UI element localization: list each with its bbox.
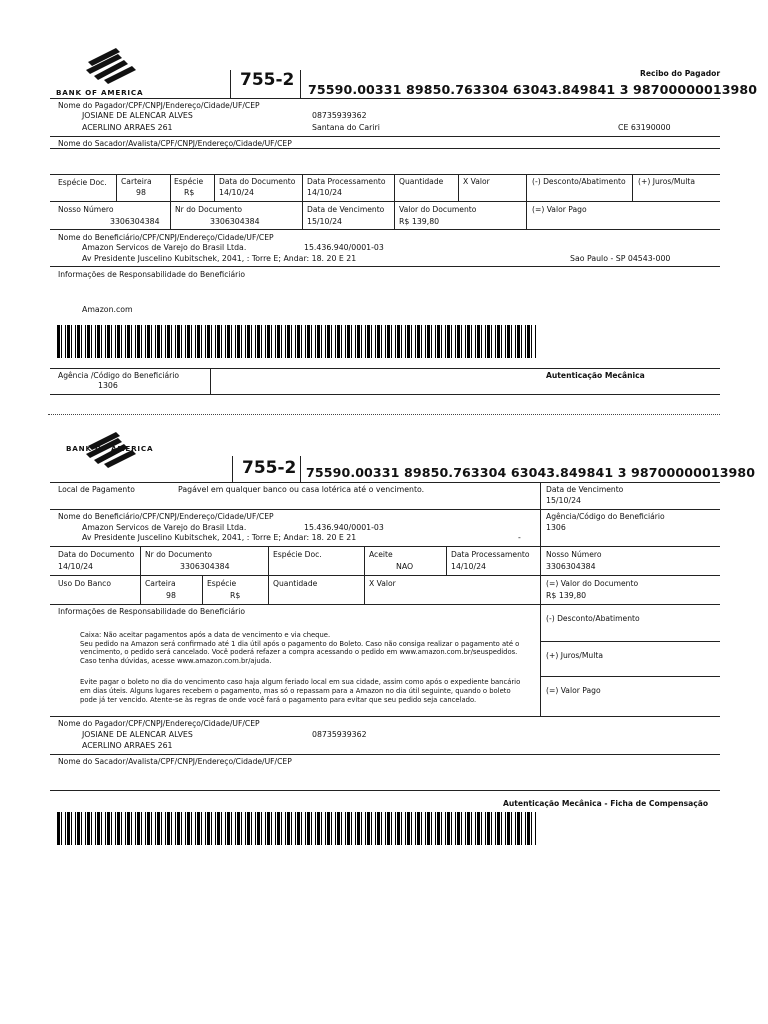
aceite-value: NAO bbox=[396, 562, 414, 571]
bank-code: 755-2 bbox=[242, 458, 297, 478]
juros-label: (+) Juros/Multa bbox=[546, 651, 603, 660]
beneficiary-cnpj: 15.436.940/0001-03 bbox=[304, 523, 384, 532]
slip-barcode bbox=[57, 812, 537, 845]
beneficiary-city: Sao Paulo - SP 04543-000 bbox=[570, 254, 671, 263]
desconto-label: (-) Desconto/Abatimento bbox=[532, 177, 626, 186]
authentication-label: Autenticação Mecânica bbox=[546, 371, 645, 380]
beneficiary-name: Amazon Servicos de Varejo do Brasil Ltda. bbox=[82, 523, 247, 532]
beneficiary-name: Amazon Servicos de Varejo do Brasil Ltda. bbox=[82, 243, 247, 252]
data-doc-value: 14/10/24 bbox=[219, 188, 255, 197]
local-value: Pagável em qualquer banco ou casa lotérica até o vencimento. bbox=[178, 485, 425, 494]
beneficiary-label: Nome do Beneficiário/CPF/CNPJ/Endereço/Cidade/UF/CEP bbox=[58, 512, 274, 521]
nosso-numero-label: Nosso Número bbox=[58, 205, 114, 214]
data-proc-label: Data Processamento bbox=[451, 550, 530, 559]
instruction-line: Evite pagar o boleto no dia do vencimento caso haja algum feriado local em sua cidade, assim como após o expediente bancário bbox=[80, 678, 521, 686]
payer-name: JOSIANE DE ALENCAR ALVES bbox=[82, 730, 193, 739]
payer-name: JOSIANE DE ALENCAR ALVES bbox=[82, 111, 193, 120]
desconto-label: (-) Desconto/Abatimento bbox=[546, 614, 640, 623]
nr-doc-value: 3306304384 bbox=[180, 562, 230, 571]
digitable-line: 75590.00331 89850.763304 63043.849841 3 98700000013980 bbox=[306, 465, 756, 480]
bank-name: BANK OF AMERICA bbox=[56, 88, 144, 97]
bank-code: 755-2 bbox=[240, 70, 295, 90]
especie-label: Espécie bbox=[174, 177, 204, 186]
instruction-line: em dias úteis. Alguns lugares recebem o pagamento, mas só o repassam para a Amazon no dia útil seguinte, quando o boleto bbox=[80, 687, 511, 695]
payer-doc: 08735939362 bbox=[312, 111, 367, 120]
instruction-line: Caso tenha dúvidas, acesse www.amazon.com.br/ajuda. bbox=[80, 657, 272, 665]
guarantor-label: Nome do Sacador/Avalista/CPF/CNPJ/Endereço/Cidade/UF/CEP bbox=[58, 757, 292, 766]
data-doc-value: 14/10/24 bbox=[58, 562, 94, 571]
vencimento-label: Data de Vencimento bbox=[307, 205, 385, 214]
valor-doc-label: (=) Valor do Documento bbox=[546, 579, 639, 588]
especie-value: R$ bbox=[230, 591, 241, 600]
data-proc-value: 14/10/24 bbox=[307, 188, 343, 197]
cut-line bbox=[48, 414, 720, 415]
nosso-numero-label: Nosso Número bbox=[546, 550, 602, 559]
valor-pago-label: (=) Valor Pago bbox=[532, 205, 587, 214]
vencimento-value: 15/10/24 bbox=[546, 496, 582, 505]
especie-value: R$ bbox=[184, 188, 195, 197]
responsibility-text: Amazon.com bbox=[82, 305, 133, 314]
agency-label: Agência/Código do Beneficiário bbox=[546, 512, 665, 521]
payer-address: ACERLINO ARRAES 261 bbox=[82, 123, 173, 132]
payer-address: ACERLINO ARRAES 261 bbox=[82, 741, 173, 750]
carteira-value: 98 bbox=[166, 591, 176, 600]
local-label: Local de Pagamento bbox=[58, 485, 135, 494]
especie-label: Espécie bbox=[207, 579, 237, 588]
nr-doc-label: Nr do Documento bbox=[175, 205, 243, 214]
payer-doc: 08735939362 bbox=[312, 730, 367, 739]
x-valor-label: X Valor bbox=[463, 177, 490, 186]
payer-label: Nome do Pagador/CPF/CNPJ/Endereço/Cidade/UF/CEP bbox=[58, 101, 260, 110]
beneficiary-label: Nome do Beneficiário/CPF/CNPJ/Endereço/Cidade/UF/CEP bbox=[58, 233, 274, 242]
nosso-numero-value: 3306304384 bbox=[110, 217, 160, 226]
data-proc-label: Data Processamento bbox=[307, 177, 386, 186]
beneficiary-dash: - bbox=[518, 533, 521, 542]
valor-doc-value: R$ 139,80 bbox=[399, 217, 440, 226]
bank-name: BANK OF AMERICA bbox=[66, 444, 154, 453]
instruction-line: pode já ter vencido. Atente-se às regras de onde você fará o pagamento para evitar que seu pedido seja cancelado. bbox=[80, 696, 477, 704]
agency-value: 1306 bbox=[98, 381, 118, 390]
payer-cep: CE 63190000 bbox=[618, 123, 671, 132]
agency-label: Agência /Código do Beneficiário bbox=[58, 371, 180, 380]
authentication-label: Autenticação Mecânica - Ficha de Compensação bbox=[503, 799, 709, 808]
vencimento-label: Data de Vencimento bbox=[546, 485, 624, 494]
receipt-barcode bbox=[57, 325, 537, 358]
receipt-title: Recibo do Pagador bbox=[640, 69, 721, 78]
carteira-label: Carteira bbox=[145, 579, 176, 588]
data-proc-value: 14/10/24 bbox=[451, 562, 487, 571]
juros-label: (+) Juros/Multa bbox=[638, 177, 695, 186]
beneficiary-address: Av Presidente Juscelino Kubitschek, 2041, : Torre E; Andar: 18. 20 E 21 bbox=[82, 533, 357, 542]
valor-doc-value: R$ 139,80 bbox=[546, 591, 587, 600]
especie-doc-label: Espécie Doc. bbox=[273, 550, 322, 559]
responsibility-label: Informações de Responsabilidade do Beneficiário bbox=[58, 270, 246, 279]
quantidade-label: Quantidade bbox=[273, 579, 318, 588]
aceite-label: Aceite bbox=[369, 550, 393, 559]
responsibility-label: Informações de Responsabilidade do Beneficiário bbox=[58, 607, 246, 616]
data-doc-label: Data do Documento bbox=[219, 177, 296, 186]
nosso-numero-value: 3306304384 bbox=[546, 562, 596, 571]
beneficiary-address: Av Presidente Juscelino Kubitschek, 2041, : Torre E; Andar: 18. 20 E 21 bbox=[82, 254, 357, 263]
instruction-line: Seu pedido na Amazon será confirmado até 1 dia útil após o pagamento do Boleto. Caso não consiga realizar o pagamento até o bbox=[80, 640, 520, 648]
uso-banco-label: Uso Do Banco bbox=[58, 579, 111, 588]
data-doc-label: Data do Documento bbox=[58, 550, 135, 559]
agency-value: 1306 bbox=[546, 523, 566, 532]
vencimento-value: 15/10/24 bbox=[307, 217, 343, 226]
carteira-label: Carteira bbox=[121, 177, 152, 186]
bank-logo-icon bbox=[80, 44, 140, 84]
valor-pago-label: (=) Valor Pago bbox=[546, 686, 601, 695]
valor-doc-label: Valor do Documento bbox=[399, 205, 477, 214]
digitable-line: 75590.00331 89850.763304 63043.849841 3 98700000013980 bbox=[308, 82, 758, 97]
beneficiary-cnpj: 15.436.940/0001-03 bbox=[304, 243, 384, 252]
especie-doc-label: Espécie Doc. bbox=[58, 178, 107, 187]
payer-city: Santana do Cariri bbox=[312, 123, 380, 132]
x-valor-label: X Valor bbox=[369, 579, 396, 588]
payer-label: Nome do Pagador/CPF/CNPJ/Endereço/Cidade/UF/CEP bbox=[58, 719, 260, 728]
quantidade-label: Quantidade bbox=[399, 177, 444, 186]
instruction-line: Caixa: Não aceitar pagamentos após a data de vencimento e via cheque. bbox=[80, 631, 331, 639]
nr-doc-value: 3306304384 bbox=[210, 217, 260, 226]
instruction-line: vencimento, o pedido será cancelado. Você poderá refazer a compra acessando o pedido em www.amazon.com.br/seuspedidos. bbox=[80, 648, 518, 656]
nr-doc-label: Nr do Documento bbox=[145, 550, 213, 559]
guarantor-label: Nome do Sacador/Avalista/CPF/CNPJ/Endereço/Cidade/UF/CEP bbox=[58, 139, 292, 148]
carteira-value: 98 bbox=[136, 188, 146, 197]
